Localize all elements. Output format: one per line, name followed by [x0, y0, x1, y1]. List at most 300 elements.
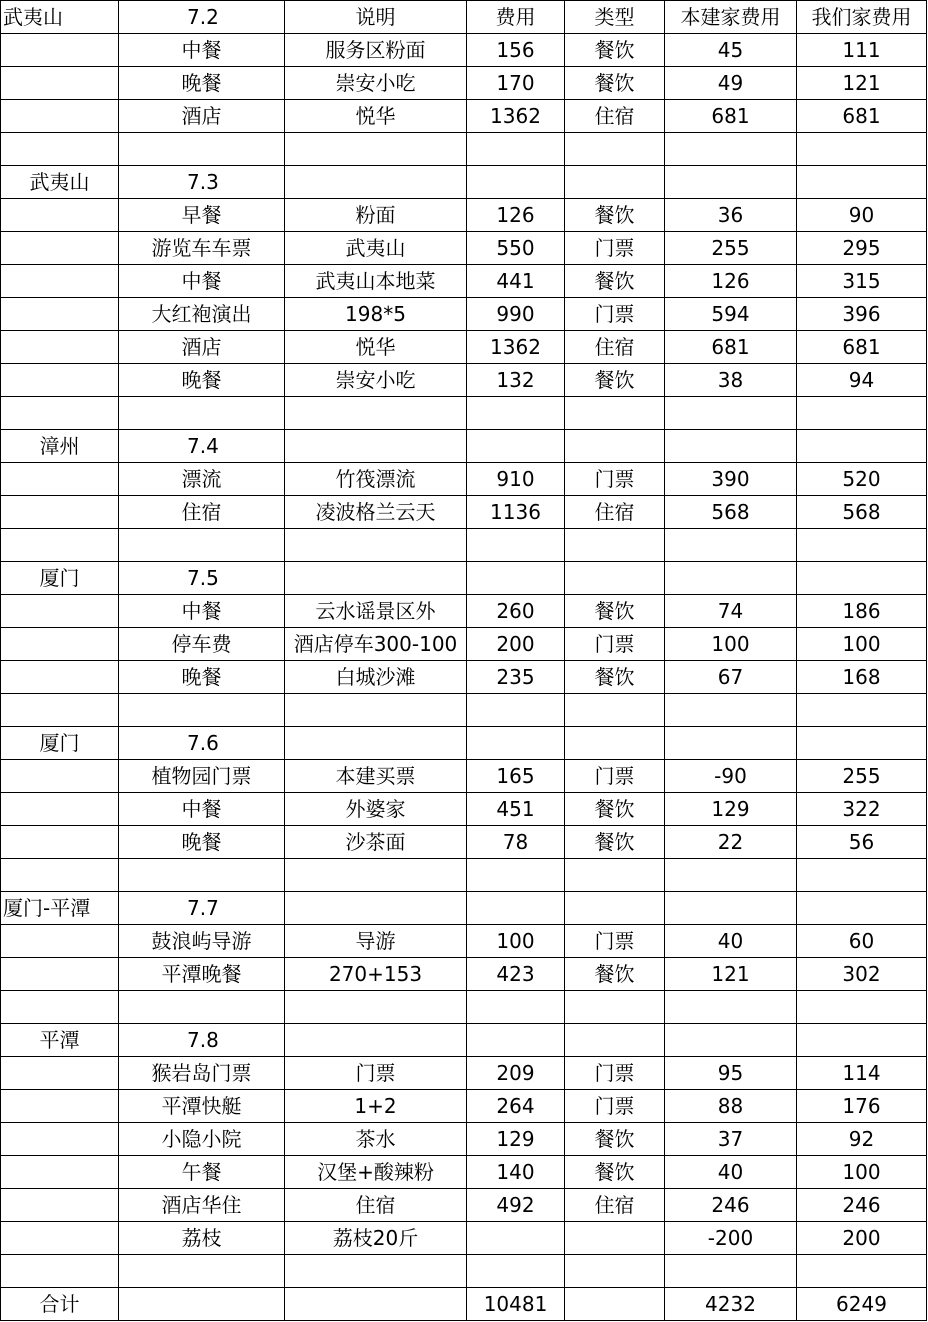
cell-item[interactable]: 游览车车票: [119, 232, 285, 265]
empty-cell[interactable]: [797, 562, 927, 595]
cell-type[interactable]: 餐饮: [565, 199, 665, 232]
total-cost[interactable]: 10481: [467, 1288, 565, 1321]
date-row: [1, 727, 927, 760]
empty-cell[interactable]: [665, 694, 797, 727]
empty-cell[interactable]: [285, 133, 467, 166]
empty-cell[interactable]: [119, 397, 285, 430]
cell-location[interactable]: 厦门: [1, 727, 119, 760]
cell-share-b[interactable]: 111: [797, 34, 927, 67]
empty-cell[interactable]: [797, 892, 927, 925]
empty-cell[interactable]: [1, 1090, 119, 1123]
cell-share-a[interactable]: 74: [665, 595, 797, 628]
empty-cell[interactable]: [1, 1255, 119, 1288]
cell-cost[interactable]: 910: [467, 463, 565, 496]
cell-item[interactable]: 漂流: [119, 463, 285, 496]
cell-share-a[interactable]: 594: [665, 298, 797, 331]
cell-share-a[interactable]: 121: [665, 958, 797, 991]
cell-share-a[interactable]: 100: [665, 628, 797, 661]
cell-desc[interactable]: 崇安小吃: [285, 67, 467, 100]
cell-desc[interactable]: 270+153: [285, 958, 467, 991]
empty-cell[interactable]: [565, 562, 665, 595]
empty-cell[interactable]: [1, 793, 119, 826]
empty-cell[interactable]: [285, 1255, 467, 1288]
empty-cell[interactable]: [1, 1222, 119, 1255]
empty-cell[interactable]: [665, 859, 797, 892]
empty-cell[interactable]: [285, 1024, 467, 1057]
empty-cell[interactable]: [565, 1288, 665, 1321]
empty-cell[interactable]: [565, 166, 665, 199]
empty-cell[interactable]: [1, 133, 119, 166]
empty-cell[interactable]: [1, 694, 119, 727]
cell-desc[interactable]: 荔枝20斤: [285, 1222, 467, 1255]
cell-item[interactable]: 酒店: [119, 100, 285, 133]
cell-type[interactable]: 餐饮: [565, 958, 665, 991]
empty-cell[interactable]: [565, 529, 665, 562]
cell-type[interactable]: 餐饮: [565, 595, 665, 628]
cell-type[interactable]: 住宿: [565, 496, 665, 529]
cell-desc[interactable]: 凌波格兰云天: [285, 496, 467, 529]
empty-cell[interactable]: [1, 34, 119, 67]
cell-location[interactable]: 漳州: [1, 430, 119, 463]
cell-desc[interactable]: 悦华: [285, 331, 467, 364]
cell-item[interactable]: 小隐小院: [119, 1123, 285, 1156]
empty-cell[interactable]: [665, 1255, 797, 1288]
cell-desc[interactable]: 198*5: [285, 298, 467, 331]
cell-share-a[interactable]: 126: [665, 265, 797, 298]
table-row: [1, 265, 927, 298]
empty-cell[interactable]: [1, 661, 119, 694]
cell-share-b[interactable]: 168: [797, 661, 927, 694]
table-row: [1, 199, 927, 232]
empty-cell[interactable]: [565, 694, 665, 727]
column-header-share-a[interactable]: 本建家费用: [665, 1, 797, 34]
cell-cost[interactable]: 1362: [467, 100, 565, 133]
empty-cell[interactable]: [565, 1024, 665, 1057]
cell-location[interactable]: 厦门-平潭: [1, 892, 119, 925]
cell-desc[interactable]: 住宿: [285, 1189, 467, 1222]
cell-type[interactable]: 餐饮: [565, 364, 665, 397]
empty-cell[interactable]: [565, 991, 665, 1024]
cell-cost[interactable]: [467, 1222, 565, 1255]
cell-date[interactable]: 7.4: [119, 430, 285, 463]
cell-item[interactable]: 猴岩岛门票: [119, 1057, 285, 1090]
empty-cell[interactable]: [467, 133, 565, 166]
cell-item[interactable]: 晚餐: [119, 364, 285, 397]
cell-type[interactable]: 餐饮: [565, 661, 665, 694]
cell-share-b[interactable]: 186: [797, 595, 927, 628]
cell-share-a[interactable]: 255: [665, 232, 797, 265]
cell-desc[interactable]: 汉堡+酸辣粉: [285, 1156, 467, 1189]
table-row: [1, 1090, 927, 1123]
empty-cell[interactable]: [797, 529, 927, 562]
cell-cost[interactable]: 235: [467, 661, 565, 694]
empty-cell[interactable]: [119, 991, 285, 1024]
cell-type[interactable]: [565, 1222, 665, 1255]
cell-item[interactable]: 酒店: [119, 331, 285, 364]
empty-cell[interactable]: [285, 1288, 467, 1321]
empty-cell[interactable]: [665, 166, 797, 199]
empty-cell[interactable]: [565, 133, 665, 166]
cell-share-a[interactable]: -90: [665, 760, 797, 793]
cell-share-a[interactable]: 129: [665, 793, 797, 826]
cell-type[interactable]: 门票: [565, 232, 665, 265]
cell-cost[interactable]: 990: [467, 298, 565, 331]
cell-share-b[interactable]: 322: [797, 793, 927, 826]
cell-type[interactable]: 门票: [565, 760, 665, 793]
cell-item[interactable]: 植物园门票: [119, 760, 285, 793]
cell-share-a[interactable]: 38: [665, 364, 797, 397]
cell-desc[interactable]: 茶水: [285, 1123, 467, 1156]
cell-share-a[interactable]: 95: [665, 1057, 797, 1090]
empty-cell[interactable]: [565, 397, 665, 430]
cell-cost[interactable]: 209: [467, 1057, 565, 1090]
cell-type[interactable]: 餐饮: [565, 34, 665, 67]
empty-cell[interactable]: [1, 265, 119, 298]
empty-cell[interactable]: [665, 892, 797, 925]
empty-cell[interactable]: [285, 727, 467, 760]
empty-cell[interactable]: [1, 529, 119, 562]
cell-cost[interactable]: 1362: [467, 331, 565, 364]
cell-share-b[interactable]: 315: [797, 265, 927, 298]
cell-share-a[interactable]: 37: [665, 1123, 797, 1156]
empty-cell[interactable]: [467, 727, 565, 760]
empty-cell[interactable]: [665, 430, 797, 463]
cell-item[interactable]: 晚餐: [119, 826, 285, 859]
cell-date[interactable]: 7.2: [119, 1, 285, 34]
cell-desc[interactable]: 外婆家: [285, 793, 467, 826]
empty-cell[interactable]: [797, 1255, 927, 1288]
cell-type[interactable]: 住宿: [565, 1189, 665, 1222]
empty-cell[interactable]: [665, 529, 797, 562]
cell-item[interactable]: 住宿: [119, 496, 285, 529]
empty-cell[interactable]: [467, 562, 565, 595]
cell-cost[interactable]: 156: [467, 34, 565, 67]
empty-cell[interactable]: [1, 364, 119, 397]
empty-cell[interactable]: [1, 760, 119, 793]
cell-type[interactable]: 餐饮: [565, 67, 665, 100]
empty-cell[interactable]: [797, 133, 927, 166]
empty-cell[interactable]: [797, 1024, 927, 1057]
empty-cell[interactable]: [1, 496, 119, 529]
empty-cell[interactable]: [565, 430, 665, 463]
cell-share-a[interactable]: 49: [665, 67, 797, 100]
cell-type[interactable]: 餐饮: [565, 826, 665, 859]
empty-cell[interactable]: [467, 166, 565, 199]
cell-share-b[interactable]: 90: [797, 199, 927, 232]
column-header-type[interactable]: 类型: [565, 1, 665, 34]
cell-type[interactable]: 门票: [565, 463, 665, 496]
cell-cost[interactable]: 492: [467, 1189, 565, 1222]
column-header-desc[interactable]: 说明: [285, 1, 467, 34]
cell-desc[interactable]: 竹筏漂流: [285, 463, 467, 496]
cell-share-a[interactable]: 681: [665, 331, 797, 364]
empty-cell[interactable]: [285, 397, 467, 430]
cell-cost[interactable]: 441: [467, 265, 565, 298]
cell-desc[interactable]: 1+2: [285, 1090, 467, 1123]
empty-cell[interactable]: [1, 859, 119, 892]
blank-row: [1, 133, 927, 166]
empty-cell[interactable]: [1, 331, 119, 364]
empty-cell[interactable]: [119, 1288, 285, 1321]
empty-cell[interactable]: [797, 166, 927, 199]
empty-cell[interactable]: [1, 199, 119, 232]
cell-share-b[interactable]: 114: [797, 1057, 927, 1090]
cell-share-b[interactable]: 295: [797, 232, 927, 265]
empty-cell[interactable]: [1, 232, 119, 265]
cell-item[interactable]: 晚餐: [119, 67, 285, 100]
cell-desc[interactable]: 白城沙滩: [285, 661, 467, 694]
cell-cost[interactable]: 451: [467, 793, 565, 826]
table-row: [1, 331, 927, 364]
cell-type[interactable]: 门票: [565, 628, 665, 661]
empty-cell[interactable]: [1, 595, 119, 628]
empty-cell[interactable]: [797, 859, 927, 892]
cell-item[interactable]: 酒店华住: [119, 1189, 285, 1222]
table-row: [1, 364, 927, 397]
cell-share-a[interactable]: 40: [665, 925, 797, 958]
cell-share-a[interactable]: 681: [665, 100, 797, 133]
empty-cell[interactable]: [285, 859, 467, 892]
cell-type[interactable]: 门票: [565, 1057, 665, 1090]
cell-share-a[interactable]: 246: [665, 1189, 797, 1222]
cell-cost[interactable]: 264: [467, 1090, 565, 1123]
cell-item[interactable]: 大红袍演出: [119, 298, 285, 331]
cell-share-b[interactable]: 92: [797, 1123, 927, 1156]
cell-type[interactable]: 门票: [565, 298, 665, 331]
cell-date[interactable]: 7.3: [119, 166, 285, 199]
cell-item[interactable]: 荔枝: [119, 1222, 285, 1255]
empty-cell[interactable]: [467, 397, 565, 430]
cell-location[interactable]: 武夷山: [1, 166, 119, 199]
empty-cell[interactable]: [467, 529, 565, 562]
blank-row: [1, 991, 927, 1024]
empty-cell[interactable]: [1, 958, 119, 991]
cell-item[interactable]: 中餐: [119, 34, 285, 67]
empty-cell[interactable]: [565, 727, 665, 760]
empty-cell[interactable]: [119, 133, 285, 166]
empty-cell[interactable]: [565, 1255, 665, 1288]
cell-share-b[interactable]: 56: [797, 826, 927, 859]
empty-cell[interactable]: [285, 694, 467, 727]
cell-share-b[interactable]: 568: [797, 496, 927, 529]
column-header-cost[interactable]: 费用: [467, 1, 565, 34]
cell-type[interactable]: 餐饮: [565, 1156, 665, 1189]
cell-cost[interactable]: 423: [467, 958, 565, 991]
empty-cell[interactable]: [665, 727, 797, 760]
cell-cost[interactable]: 78: [467, 826, 565, 859]
cell-share-b[interactable]: 396: [797, 298, 927, 331]
empty-cell[interactable]: [119, 529, 285, 562]
cell-date[interactable]: 7.8: [119, 1024, 285, 1057]
total-row: [1, 1288, 927, 1321]
empty-cell[interactable]: [1, 628, 119, 661]
date-row: [1, 166, 927, 199]
empty-cell[interactable]: [285, 991, 467, 1024]
total-label[interactable]: 合计: [1, 1288, 119, 1321]
cell-share-b[interactable]: 200: [797, 1222, 927, 1255]
blank-row: [1, 1255, 927, 1288]
cell-share-b[interactable]: 255: [797, 760, 927, 793]
empty-cell[interactable]: [1, 1156, 119, 1189]
table-row: [1, 958, 927, 991]
empty-cell[interactable]: [665, 133, 797, 166]
empty-cell[interactable]: [797, 991, 927, 1024]
table-row: [1, 1057, 927, 1090]
cell-item[interactable]: 晚餐: [119, 661, 285, 694]
empty-cell[interactable]: [285, 166, 467, 199]
empty-cell[interactable]: [797, 694, 927, 727]
empty-cell[interactable]: [1, 100, 119, 133]
empty-cell[interactable]: [119, 694, 285, 727]
cell-cost[interactable]: 170: [467, 67, 565, 100]
cell-share-a[interactable]: 45: [665, 34, 797, 67]
cell-desc[interactable]: 沙茶面: [285, 826, 467, 859]
cell-type[interactable]: 餐饮: [565, 265, 665, 298]
cell-share-a[interactable]: 88: [665, 1090, 797, 1123]
cell-item[interactable]: 中餐: [119, 793, 285, 826]
cell-item[interactable]: 鼓浪屿导游: [119, 925, 285, 958]
cell-share-b[interactable]: 100: [797, 1156, 927, 1189]
cell-cost[interactable]: 129: [467, 1123, 565, 1156]
empty-cell[interactable]: [665, 991, 797, 1024]
empty-cell[interactable]: [1, 1057, 119, 1090]
empty-cell[interactable]: [665, 562, 797, 595]
cell-item[interactable]: 平潭快艇: [119, 1090, 285, 1123]
empty-cell[interactable]: [285, 562, 467, 595]
cell-item[interactable]: 中餐: [119, 265, 285, 298]
cell-type[interactable]: 门票: [565, 925, 665, 958]
empty-cell[interactable]: [285, 529, 467, 562]
empty-cell[interactable]: [565, 892, 665, 925]
cell-date[interactable]: 7.5: [119, 562, 285, 595]
cell-location[interactable]: 厦门: [1, 562, 119, 595]
cell-desc[interactable]: 崇安小吃: [285, 364, 467, 397]
empty-cell[interactable]: [1, 925, 119, 958]
empty-cell[interactable]: [285, 430, 467, 463]
empty-cell[interactable]: [565, 859, 665, 892]
cell-item[interactable]: 平潭晚餐: [119, 958, 285, 991]
cell-cost[interactable]: 1136: [467, 496, 565, 529]
cell-share-a[interactable]: -200: [665, 1222, 797, 1255]
empty-cell[interactable]: [285, 892, 467, 925]
cell-type[interactable]: 门票: [565, 1090, 665, 1123]
cell-share-a[interactable]: 22: [665, 826, 797, 859]
table-row: [1, 826, 927, 859]
cell-cost[interactable]: 132: [467, 364, 565, 397]
cell-share-b[interactable]: 94: [797, 364, 927, 397]
empty-cell[interactable]: [1, 463, 119, 496]
column-header-share-b[interactable]: 我们家费用: [797, 1, 927, 34]
cell-desc[interactable]: 悦华: [285, 100, 467, 133]
cell-desc[interactable]: 武夷山: [285, 232, 467, 265]
table-row: [1, 595, 927, 628]
empty-cell[interactable]: [467, 1255, 565, 1288]
cell-item[interactable]: 早餐: [119, 199, 285, 232]
cell-location[interactable]: 平潭: [1, 1024, 119, 1057]
empty-cell[interactable]: [1, 1123, 119, 1156]
cell-share-a[interactable]: 67: [665, 661, 797, 694]
cell-type[interactable]: 餐饮: [565, 793, 665, 826]
empty-cell[interactable]: [467, 1024, 565, 1057]
table-row: [1, 463, 927, 496]
empty-cell[interactable]: [119, 859, 285, 892]
cell-share-b[interactable]: 60: [797, 925, 927, 958]
empty-cell[interactable]: [665, 397, 797, 430]
cell-desc[interactable]: 武夷山本地菜: [285, 265, 467, 298]
cell-date[interactable]: 7.7: [119, 892, 285, 925]
cell-share-a[interactable]: 390: [665, 463, 797, 496]
cell-share-b[interactable]: 176: [797, 1090, 927, 1123]
cell-desc[interactable]: 门票: [285, 1057, 467, 1090]
cell-share-b[interactable]: 246: [797, 1189, 927, 1222]
total-share-a[interactable]: 4232: [665, 1288, 797, 1321]
cell-date[interactable]: 7.6: [119, 727, 285, 760]
cell-share-b[interactable]: 681: [797, 100, 927, 133]
cell-cost[interactable]: 100: [467, 925, 565, 958]
cell-share-b[interactable]: 121: [797, 67, 927, 100]
cell-desc[interactable]: 酒店停车300-100: [285, 628, 467, 661]
empty-cell[interactable]: [1, 67, 119, 100]
cell-type[interactable]: 餐饮: [565, 1123, 665, 1156]
total-share-b[interactable]: 6249: [797, 1288, 927, 1321]
cell-type[interactable]: 住宿: [565, 100, 665, 133]
cell-desc[interactable]: 导游: [285, 925, 467, 958]
empty-cell[interactable]: [797, 727, 927, 760]
cell-share-b[interactable]: 520: [797, 463, 927, 496]
cell-share-a[interactable]: 40: [665, 1156, 797, 1189]
cell-cost[interactable]: 200: [467, 628, 565, 661]
table-row: [1, 661, 927, 694]
cell-cost[interactable]: 165: [467, 760, 565, 793]
empty-cell[interactable]: [467, 859, 565, 892]
cell-cost[interactable]: 126: [467, 199, 565, 232]
table-body: [1, 1, 927, 1321]
empty-cell[interactable]: [1, 397, 119, 430]
cell-desc[interactable]: 云水谣景区外: [285, 595, 467, 628]
empty-cell[interactable]: [797, 430, 927, 463]
cell-share-a[interactable]: 36: [665, 199, 797, 232]
empty-cell[interactable]: [467, 991, 565, 1024]
cell-item[interactable]: 午餐: [119, 1156, 285, 1189]
empty-cell[interactable]: [797, 397, 927, 430]
cell-type[interactable]: 住宿: [565, 331, 665, 364]
empty-cell[interactable]: [467, 892, 565, 925]
cell-item[interactable]: 中餐: [119, 595, 285, 628]
cell-cost[interactable]: 550: [467, 232, 565, 265]
cell-desc[interactable]: 服务区粉面: [285, 34, 467, 67]
empty-cell[interactable]: [467, 430, 565, 463]
cell-item[interactable]: 停车费: [119, 628, 285, 661]
table-row: [1, 1222, 927, 1255]
empty-cell[interactable]: [1, 991, 119, 1024]
cell-location[interactable]: 武夷山: [1, 1, 119, 34]
cell-share-b[interactable]: 302: [797, 958, 927, 991]
empty-cell[interactable]: [1, 1189, 119, 1222]
cell-share-b[interactable]: 100: [797, 628, 927, 661]
table-row: [1, 760, 927, 793]
cell-share-b[interactable]: 681: [797, 331, 927, 364]
cell-cost[interactable]: 260: [467, 595, 565, 628]
empty-cell[interactable]: [665, 1024, 797, 1057]
cell-share-a[interactable]: 568: [665, 496, 797, 529]
empty-cell[interactable]: [1, 826, 119, 859]
cell-desc[interactable]: 粉面: [285, 199, 467, 232]
empty-cell[interactable]: [119, 1255, 285, 1288]
empty-cell[interactable]: [1, 298, 119, 331]
cell-desc[interactable]: 本建买票: [285, 760, 467, 793]
cell-cost[interactable]: 140: [467, 1156, 565, 1189]
empty-cell[interactable]: [467, 694, 565, 727]
